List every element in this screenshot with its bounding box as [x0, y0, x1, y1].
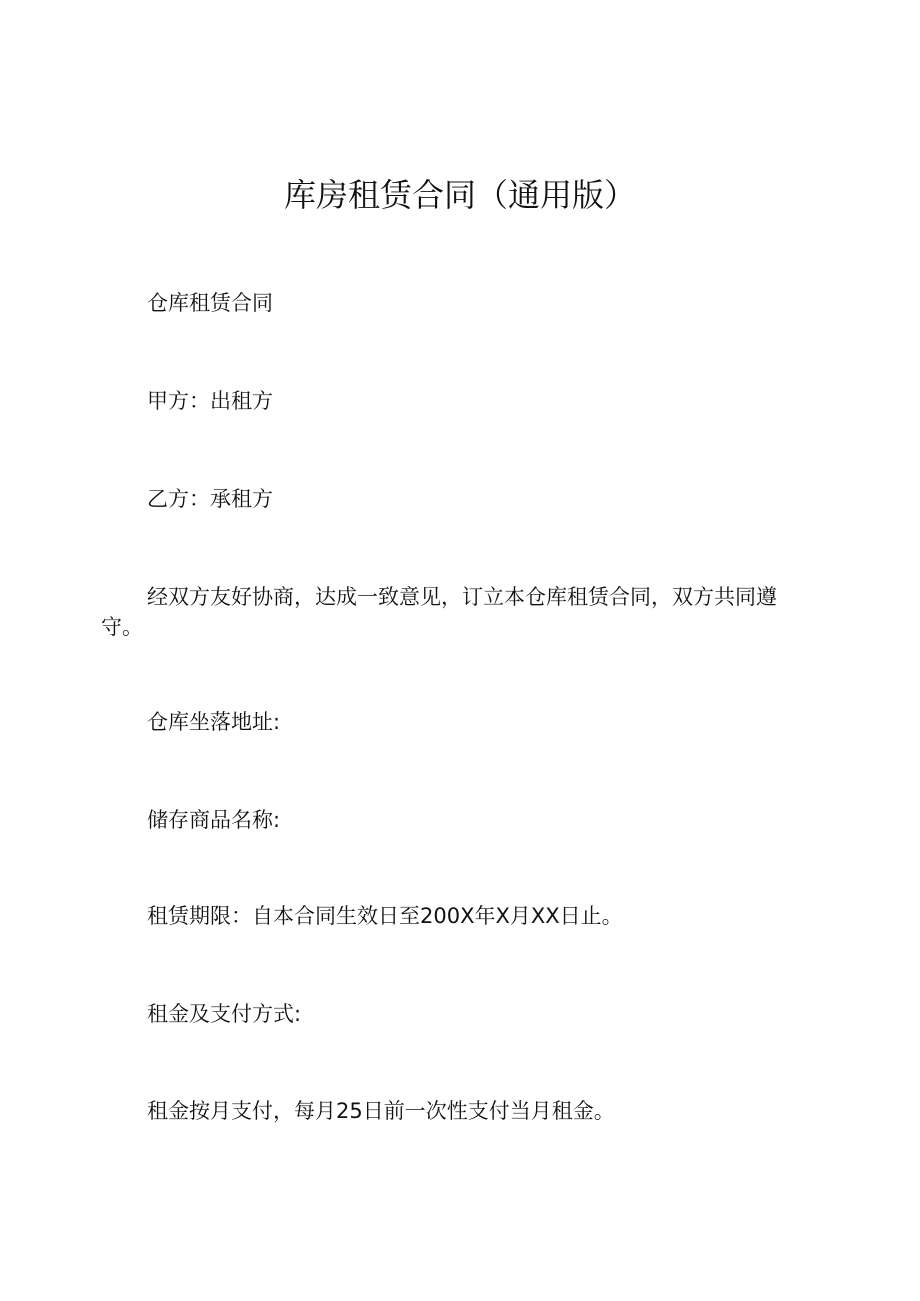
document-title: 库房租赁合同（通用版）	[283, 176, 636, 214]
paragraph-rent-payment: 租金按月支付，每月25日前一次性支付当月租金。	[147, 1099, 615, 1123]
paragraph-term: 租赁期限：自本合同生效日至200X年X月XX日止。	[147, 904, 623, 928]
paragraph-heading: 仓库租赁合同	[147, 291, 273, 315]
paragraph-goods: 储存商品名称:	[147, 808, 281, 832]
paragraph-party-b: 乙方：承租方	[147, 487, 273, 511]
paragraph-rent-method: 租金及支付方式:	[147, 1002, 302, 1026]
paragraph-party-a: 甲方：出租方	[147, 389, 273, 413]
paragraph-agreement: 经双方友好协商，达成一致意见，订立本仓库租赁合同，双方共同遵守。	[101, 585, 777, 639]
paragraph-address: 仓库坐落地址:	[147, 710, 281, 734]
